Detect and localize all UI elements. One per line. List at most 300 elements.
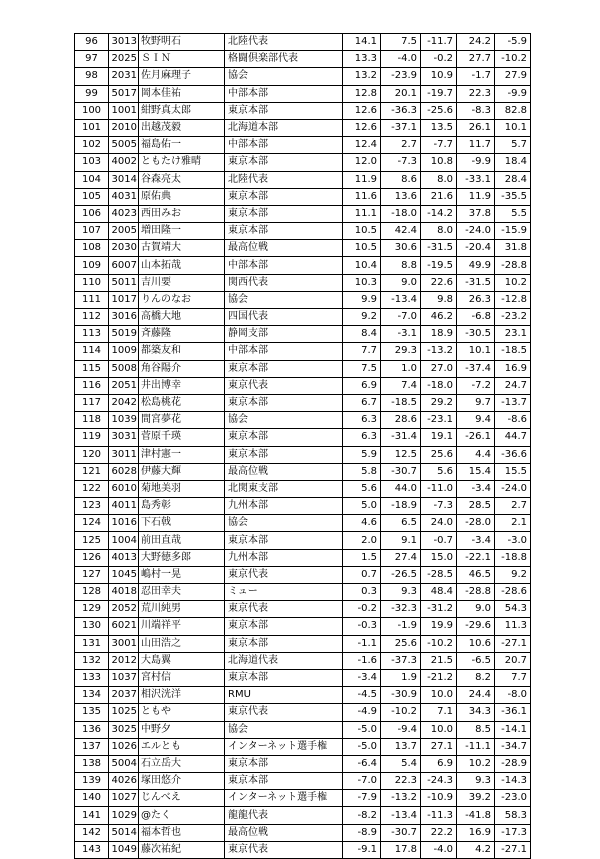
player-id-cell: 2025 bbox=[109, 51, 139, 68]
rank-cell: 129 bbox=[75, 601, 109, 618]
table-row bbox=[75, 687, 531, 704]
round-4-score-cell: -13.7 bbox=[495, 394, 531, 411]
round-1-score-cell: 44.0 bbox=[381, 480, 421, 497]
player-name-cell: 大島翼 bbox=[139, 652, 225, 669]
round-3-score-cell: 15.4 bbox=[457, 463, 495, 480]
round-4-score-cell: 58.3 bbox=[495, 807, 531, 824]
player-name-cell: 斉藤隆 bbox=[139, 326, 225, 343]
player-name-cell: 嶋村一晃 bbox=[139, 566, 225, 583]
total-score-cell: -4.5 bbox=[343, 687, 381, 704]
round-3-score-cell: -8.3 bbox=[457, 102, 495, 119]
affiliation-cell: 静岡支部 bbox=[225, 326, 343, 343]
round-3-score-cell: 28.5 bbox=[457, 498, 495, 515]
round-2-score-cell: 19.9 bbox=[421, 618, 457, 635]
round-3-score-cell: -9.9 bbox=[457, 154, 495, 171]
player-name-cell: 荒川純男 bbox=[139, 601, 225, 618]
player-name-cell: 山本拓哉 bbox=[139, 257, 225, 274]
total-score-cell: 0.7 bbox=[343, 566, 381, 583]
table-row bbox=[75, 274, 531, 291]
affiliation-cell: 関西代表 bbox=[225, 274, 343, 291]
round-4-score-cell: 7.7 bbox=[495, 669, 531, 686]
player-name-cell: 佐月麻理子 bbox=[139, 68, 225, 85]
player-name-cell: 岡本佳祐 bbox=[139, 85, 225, 102]
round-4-score-cell: -34.7 bbox=[495, 738, 531, 755]
player-name-cell: 谷森亮太 bbox=[139, 171, 225, 188]
player-name-cell: 前田直哉 bbox=[139, 532, 225, 549]
player-id-cell: 2010 bbox=[109, 119, 139, 136]
rank-cell: 124 bbox=[75, 515, 109, 532]
table-row bbox=[75, 223, 531, 240]
table-row bbox=[75, 532, 531, 549]
total-score-cell: 5.6 bbox=[343, 480, 381, 497]
player-id-cell: 4026 bbox=[109, 773, 139, 790]
table-row bbox=[75, 584, 531, 601]
player-id-cell: 3025 bbox=[109, 721, 139, 738]
player-name-cell: 津村憲一 bbox=[139, 446, 225, 463]
affiliation-cell: インターネット選手権 bbox=[225, 790, 343, 807]
affiliation-cell: 九州本部 bbox=[225, 498, 343, 515]
player-name-cell: 伊藤大輝 bbox=[139, 463, 225, 480]
affiliation-cell: インターネット選手権 bbox=[225, 738, 343, 755]
table-row bbox=[75, 171, 531, 188]
player-name-cell: @たく bbox=[139, 807, 225, 824]
round-1-score-cell: -36.3 bbox=[381, 102, 421, 119]
player-id-cell: 5014 bbox=[109, 824, 139, 841]
round-3-score-cell: 27.7 bbox=[457, 51, 495, 68]
total-score-cell: 14.1 bbox=[343, 34, 381, 51]
affiliation-cell: 東京本部 bbox=[225, 429, 343, 446]
player-name-cell: 原佑典 bbox=[139, 188, 225, 205]
round-4-score-cell: -5.9 bbox=[495, 34, 531, 51]
table-row bbox=[75, 755, 531, 772]
round-4-score-cell: -28.9 bbox=[495, 755, 531, 772]
round-1-score-cell: 12.5 bbox=[381, 446, 421, 463]
round-1-score-cell: -31.4 bbox=[381, 429, 421, 446]
round-2-score-cell: -10.2 bbox=[421, 635, 457, 652]
round-3-score-cell: -3.4 bbox=[457, 480, 495, 497]
round-2-score-cell: -21.2 bbox=[421, 669, 457, 686]
rank-cell: 123 bbox=[75, 498, 109, 515]
round-4-score-cell: 16.9 bbox=[495, 360, 531, 377]
affiliation-cell: 東京本部 bbox=[225, 635, 343, 652]
affiliation-cell: 北関東支部 bbox=[225, 480, 343, 497]
total-score-cell: 6.3 bbox=[343, 412, 381, 429]
player-name-cell: 角谷陽介 bbox=[139, 360, 225, 377]
round-4-score-cell: -28.8 bbox=[495, 257, 531, 274]
round-1-score-cell: 7.4 bbox=[381, 377, 421, 394]
affiliation-cell: 格闘倶楽部代表 bbox=[225, 51, 343, 68]
affiliation-cell: 龍龍代表 bbox=[225, 807, 343, 824]
player-name-cell: ともたけ雅晴 bbox=[139, 154, 225, 171]
round-4-score-cell: -35.5 bbox=[495, 188, 531, 205]
round-4-score-cell: 27.9 bbox=[495, 68, 531, 85]
player-name-cell: 山田浩之 bbox=[139, 635, 225, 652]
round-3-score-cell: 24.2 bbox=[457, 34, 495, 51]
affiliation-cell: 東京本部 bbox=[225, 669, 343, 686]
player-id-cell: 5004 bbox=[109, 755, 139, 772]
rank-cell: 99 bbox=[75, 85, 109, 102]
rank-cell: 143 bbox=[75, 841, 109, 858]
round-3-score-cell: 16.9 bbox=[457, 824, 495, 841]
round-1-score-cell: 28.6 bbox=[381, 412, 421, 429]
round-2-score-cell: 21.5 bbox=[421, 652, 457, 669]
round-4-score-cell: 2.1 bbox=[495, 515, 531, 532]
affiliation-cell: 東京本部 bbox=[225, 394, 343, 411]
player-id-cell: 1001 bbox=[109, 102, 139, 119]
total-score-cell: 13.2 bbox=[343, 68, 381, 85]
total-score-cell: 5.8 bbox=[343, 463, 381, 480]
rank-cell: 126 bbox=[75, 549, 109, 566]
total-score-cell: 7.5 bbox=[343, 360, 381, 377]
round-1-score-cell: 9.0 bbox=[381, 274, 421, 291]
round-2-score-cell: 8.0 bbox=[421, 171, 457, 188]
player-name-cell: 塚田悠介 bbox=[139, 773, 225, 790]
round-1-score-cell: 42.4 bbox=[381, 223, 421, 240]
player-id-cell: 6010 bbox=[109, 480, 139, 497]
total-score-cell: 0.3 bbox=[343, 584, 381, 601]
player-id-cell: 3001 bbox=[109, 635, 139, 652]
round-3-score-cell: 46.5 bbox=[457, 566, 495, 583]
player-name-cell: 川端祥平 bbox=[139, 618, 225, 635]
round-3-score-cell: 4.2 bbox=[457, 841, 495, 858]
standings-table-body bbox=[75, 34, 531, 859]
round-3-score-cell: -30.5 bbox=[457, 326, 495, 343]
round-3-score-cell: -6.8 bbox=[457, 309, 495, 326]
round-3-score-cell: -41.8 bbox=[457, 807, 495, 824]
round-3-score-cell: -11.1 bbox=[457, 738, 495, 755]
round-2-score-cell: 25.6 bbox=[421, 446, 457, 463]
total-score-cell: 12.6 bbox=[343, 102, 381, 119]
total-score-cell: -0.2 bbox=[343, 601, 381, 618]
player-name-cell: 牧野明石 bbox=[139, 34, 225, 51]
affiliation-cell: 最高位戦 bbox=[225, 240, 343, 257]
round-1-score-cell: -1.9 bbox=[381, 618, 421, 635]
player-name-cell: 吉川要 bbox=[139, 274, 225, 291]
player-id-cell: 5019 bbox=[109, 326, 139, 343]
player-name-cell: 島秀彰 bbox=[139, 498, 225, 515]
player-name-cell: 菅原千瑛 bbox=[139, 429, 225, 446]
player-id-cell: 6007 bbox=[109, 257, 139, 274]
player-id-cell: 1029 bbox=[109, 807, 139, 824]
rank-cell: 140 bbox=[75, 790, 109, 807]
round-1-score-cell: 27.4 bbox=[381, 549, 421, 566]
round-2-score-cell: 46.2 bbox=[421, 309, 457, 326]
round-4-score-cell: 5.5 bbox=[495, 205, 531, 222]
player-name-cell: 出越茂毅 bbox=[139, 119, 225, 136]
round-1-score-cell: 5.4 bbox=[381, 755, 421, 772]
round-2-score-cell: 10.0 bbox=[421, 687, 457, 704]
total-score-cell: 1.5 bbox=[343, 549, 381, 566]
round-4-score-cell: -36.6 bbox=[495, 446, 531, 463]
table-row bbox=[75, 394, 531, 411]
table-row bbox=[75, 807, 531, 824]
round-4-score-cell: -23.2 bbox=[495, 309, 531, 326]
affiliation-cell: 協会 bbox=[225, 68, 343, 85]
round-2-score-cell: 27.0 bbox=[421, 360, 457, 377]
round-1-score-cell: -7.0 bbox=[381, 309, 421, 326]
affiliation-cell: 東京本部 bbox=[225, 223, 343, 240]
rank-cell: 117 bbox=[75, 394, 109, 411]
player-name-cell: 間宮夢花 bbox=[139, 412, 225, 429]
rank-cell: 132 bbox=[75, 652, 109, 669]
rank-cell: 119 bbox=[75, 429, 109, 446]
affiliation-cell: 東京代表 bbox=[225, 601, 343, 618]
round-4-score-cell: -9.9 bbox=[495, 85, 531, 102]
round-2-score-cell: -19.7 bbox=[421, 85, 457, 102]
table-row bbox=[75, 240, 531, 257]
table-row bbox=[75, 738, 531, 755]
total-score-cell: 9.9 bbox=[343, 291, 381, 308]
round-1-score-cell: -23.9 bbox=[381, 68, 421, 85]
total-score-cell: 13.3 bbox=[343, 51, 381, 68]
total-score-cell: -3.4 bbox=[343, 669, 381, 686]
rank-cell: 98 bbox=[75, 68, 109, 85]
rank-cell: 125 bbox=[75, 532, 109, 549]
player-id-cell: 4031 bbox=[109, 188, 139, 205]
round-2-score-cell: 13.5 bbox=[421, 119, 457, 136]
round-2-score-cell: -4.0 bbox=[421, 841, 457, 858]
rank-cell: 120 bbox=[75, 446, 109, 463]
table-row bbox=[75, 68, 531, 85]
player-name-cell: 福島佑一 bbox=[139, 137, 225, 154]
round-4-score-cell: -15.9 bbox=[495, 223, 531, 240]
round-4-score-cell: -14.3 bbox=[495, 773, 531, 790]
round-2-score-cell: 19.1 bbox=[421, 429, 457, 446]
player-name-cell: 古賀靖大 bbox=[139, 240, 225, 257]
affiliation-cell: 東京本部 bbox=[225, 618, 343, 635]
rank-cell: 115 bbox=[75, 360, 109, 377]
round-1-score-cell: -26.5 bbox=[381, 566, 421, 583]
player-id-cell: 3013 bbox=[109, 34, 139, 51]
total-score-cell: 9.2 bbox=[343, 309, 381, 326]
round-3-score-cell: 10.1 bbox=[457, 343, 495, 360]
round-3-score-cell: 9.7 bbox=[457, 394, 495, 411]
round-2-score-cell: 27.1 bbox=[421, 738, 457, 755]
round-1-score-cell: 25.6 bbox=[381, 635, 421, 652]
player-name-cell: 井出博幸 bbox=[139, 377, 225, 394]
round-4-score-cell: -27.1 bbox=[495, 841, 531, 858]
player-id-cell: 2030 bbox=[109, 240, 139, 257]
total-score-cell: 10.4 bbox=[343, 257, 381, 274]
round-3-score-cell: 26.1 bbox=[457, 119, 495, 136]
table-row bbox=[75, 601, 531, 618]
rank-cell: 109 bbox=[75, 257, 109, 274]
round-1-score-cell: -30.7 bbox=[381, 824, 421, 841]
round-3-score-cell: 9.4 bbox=[457, 412, 495, 429]
round-1-score-cell: -7.3 bbox=[381, 154, 421, 171]
total-score-cell: 10.5 bbox=[343, 223, 381, 240]
round-3-score-cell: -22.1 bbox=[457, 549, 495, 566]
round-1-score-cell: -10.2 bbox=[381, 704, 421, 721]
round-4-score-cell: -24.0 bbox=[495, 480, 531, 497]
player-name-cell: 紺野真太郎 bbox=[139, 102, 225, 119]
total-score-cell: 2.0 bbox=[343, 532, 381, 549]
round-4-score-cell: 24.7 bbox=[495, 377, 531, 394]
player-id-cell: 2031 bbox=[109, 68, 139, 85]
affiliation-cell: 北陸代表 bbox=[225, 34, 343, 51]
player-id-cell: 6028 bbox=[109, 463, 139, 480]
total-score-cell: 5.9 bbox=[343, 446, 381, 463]
round-1-score-cell: 7.5 bbox=[381, 34, 421, 51]
player-id-cell: 5011 bbox=[109, 274, 139, 291]
round-2-score-cell: -7.7 bbox=[421, 137, 457, 154]
rank-cell: 122 bbox=[75, 480, 109, 497]
table-row bbox=[75, 85, 531, 102]
round-3-score-cell: -28.0 bbox=[457, 515, 495, 532]
rank-cell: 103 bbox=[75, 154, 109, 171]
round-3-score-cell: -6.5 bbox=[457, 652, 495, 669]
player-id-cell: 2051 bbox=[109, 377, 139, 394]
round-2-score-cell: -19.5 bbox=[421, 257, 457, 274]
player-name-cell: 西田みお bbox=[139, 205, 225, 222]
round-4-score-cell: 10.2 bbox=[495, 274, 531, 291]
round-1-score-cell: 9.3 bbox=[381, 584, 421, 601]
player-name-cell: 高橋大地 bbox=[139, 309, 225, 326]
affiliation-cell: 北陸代表 bbox=[225, 171, 343, 188]
player-name-cell: ともや bbox=[139, 704, 225, 721]
player-id-cell: 5008 bbox=[109, 360, 139, 377]
affiliation-cell: 東京本部 bbox=[225, 532, 343, 549]
affiliation-cell: 東京代表 bbox=[225, 841, 343, 858]
round-1-score-cell: -18.0 bbox=[381, 205, 421, 222]
table-row bbox=[75, 790, 531, 807]
player-id-cell: 1016 bbox=[109, 515, 139, 532]
player-name-cell: りんのなお bbox=[139, 291, 225, 308]
player-id-cell: 2005 bbox=[109, 223, 139, 240]
round-4-score-cell: -8.6 bbox=[495, 412, 531, 429]
round-2-score-cell: -0.7 bbox=[421, 532, 457, 549]
table-row bbox=[75, 841, 531, 858]
round-3-score-cell: -33.1 bbox=[457, 171, 495, 188]
round-2-score-cell: 7.1 bbox=[421, 704, 457, 721]
table-row bbox=[75, 309, 531, 326]
affiliation-cell: 協会 bbox=[225, 412, 343, 429]
player-name-cell: 宮村信 bbox=[139, 669, 225, 686]
player-name-cell: じんべえ bbox=[139, 790, 225, 807]
round-3-score-cell: 39.2 bbox=[457, 790, 495, 807]
player-name-cell: ＳＩＮ bbox=[139, 51, 225, 68]
rank-cell: 104 bbox=[75, 171, 109, 188]
total-score-cell: 12.6 bbox=[343, 119, 381, 136]
player-name-cell: 大野徳多郎 bbox=[139, 549, 225, 566]
rank-cell: 142 bbox=[75, 824, 109, 841]
table-row bbox=[75, 188, 531, 205]
round-1-score-cell: 8.6 bbox=[381, 171, 421, 188]
round-3-score-cell: -31.5 bbox=[457, 274, 495, 291]
round-2-score-cell: 22.6 bbox=[421, 274, 457, 291]
total-score-cell: 6.3 bbox=[343, 429, 381, 446]
round-1-score-cell: 13.6 bbox=[381, 188, 421, 205]
round-3-score-cell: -7.2 bbox=[457, 377, 495, 394]
player-id-cell: 1039 bbox=[109, 412, 139, 429]
round-3-score-cell: -3.4 bbox=[457, 532, 495, 549]
rank-cell: 118 bbox=[75, 412, 109, 429]
round-2-score-cell: -7.3 bbox=[421, 498, 457, 515]
affiliation-cell: 中部本部 bbox=[225, 257, 343, 274]
round-2-score-cell: 8.0 bbox=[421, 223, 457, 240]
round-1-score-cell: -13.2 bbox=[381, 790, 421, 807]
round-2-score-cell: -18.0 bbox=[421, 377, 457, 394]
round-4-score-cell: -18.8 bbox=[495, 549, 531, 566]
round-3-score-cell: 4.4 bbox=[457, 446, 495, 463]
round-2-score-cell: 29.2 bbox=[421, 394, 457, 411]
round-4-score-cell: 10.1 bbox=[495, 119, 531, 136]
table-row bbox=[75, 549, 531, 566]
rank-cell: 110 bbox=[75, 274, 109, 291]
rank-cell: 111 bbox=[75, 291, 109, 308]
round-4-score-cell: 23.1 bbox=[495, 326, 531, 343]
player-id-cell: 6021 bbox=[109, 618, 139, 635]
total-score-cell: 12.0 bbox=[343, 154, 381, 171]
table-row bbox=[75, 429, 531, 446]
rank-cell: 130 bbox=[75, 618, 109, 635]
affiliation-cell: 東京代表 bbox=[225, 704, 343, 721]
table-row bbox=[75, 635, 531, 652]
table-row bbox=[75, 291, 531, 308]
affiliation-cell: 協会 bbox=[225, 515, 343, 532]
player-id-cell: 2037 bbox=[109, 687, 139, 704]
rank-cell: 131 bbox=[75, 635, 109, 652]
total-score-cell: -7.0 bbox=[343, 773, 381, 790]
round-2-score-cell: 15.0 bbox=[421, 549, 457, 566]
round-4-score-cell: 28.4 bbox=[495, 171, 531, 188]
total-score-cell: 11.6 bbox=[343, 188, 381, 205]
round-4-score-cell: -17.3 bbox=[495, 824, 531, 841]
round-3-score-cell: -24.0 bbox=[457, 223, 495, 240]
table-row bbox=[75, 463, 531, 480]
player-name-cell: エルとも bbox=[139, 738, 225, 755]
affiliation-cell: 最高位戦 bbox=[225, 463, 343, 480]
round-4-score-cell: 9.2 bbox=[495, 566, 531, 583]
affiliation-cell: 協会 bbox=[225, 721, 343, 738]
round-3-score-cell: -28.8 bbox=[457, 584, 495, 601]
player-id-cell: 1017 bbox=[109, 291, 139, 308]
round-4-score-cell: 2.7 bbox=[495, 498, 531, 515]
rank-cell: 113 bbox=[75, 326, 109, 343]
round-2-score-cell: -24.3 bbox=[421, 773, 457, 790]
round-4-score-cell: -12.8 bbox=[495, 291, 531, 308]
affiliation-cell: 協会 bbox=[225, 291, 343, 308]
table-row bbox=[75, 154, 531, 171]
table-row bbox=[75, 412, 531, 429]
round-1-score-cell: -37.1 bbox=[381, 119, 421, 136]
round-2-score-cell: 22.2 bbox=[421, 824, 457, 841]
round-1-score-cell: 22.3 bbox=[381, 773, 421, 790]
round-3-score-cell: 37.8 bbox=[457, 205, 495, 222]
player-id-cell: 2042 bbox=[109, 394, 139, 411]
rank-cell: 116 bbox=[75, 377, 109, 394]
rank-cell: 136 bbox=[75, 721, 109, 738]
player-id-cell: 1025 bbox=[109, 704, 139, 721]
rank-cell: 127 bbox=[75, 566, 109, 583]
standings-table bbox=[74, 33, 531, 859]
table-row bbox=[75, 515, 531, 532]
affiliation-cell: 中部本部 bbox=[225, 343, 343, 360]
total-score-cell: -1.1 bbox=[343, 635, 381, 652]
player-name-cell: 石立岳大 bbox=[139, 755, 225, 772]
rank-cell: 105 bbox=[75, 188, 109, 205]
total-score-cell: -5.0 bbox=[343, 738, 381, 755]
rank-cell: 114 bbox=[75, 343, 109, 360]
round-3-score-cell: 9.0 bbox=[457, 601, 495, 618]
table-row bbox=[75, 652, 531, 669]
table-row bbox=[75, 704, 531, 721]
rank-cell: 106 bbox=[75, 205, 109, 222]
player-name-cell: 相沢洸洋 bbox=[139, 687, 225, 704]
player-id-cell: 1037 bbox=[109, 669, 139, 686]
rank-cell: 133 bbox=[75, 669, 109, 686]
total-score-cell: -7.9 bbox=[343, 790, 381, 807]
